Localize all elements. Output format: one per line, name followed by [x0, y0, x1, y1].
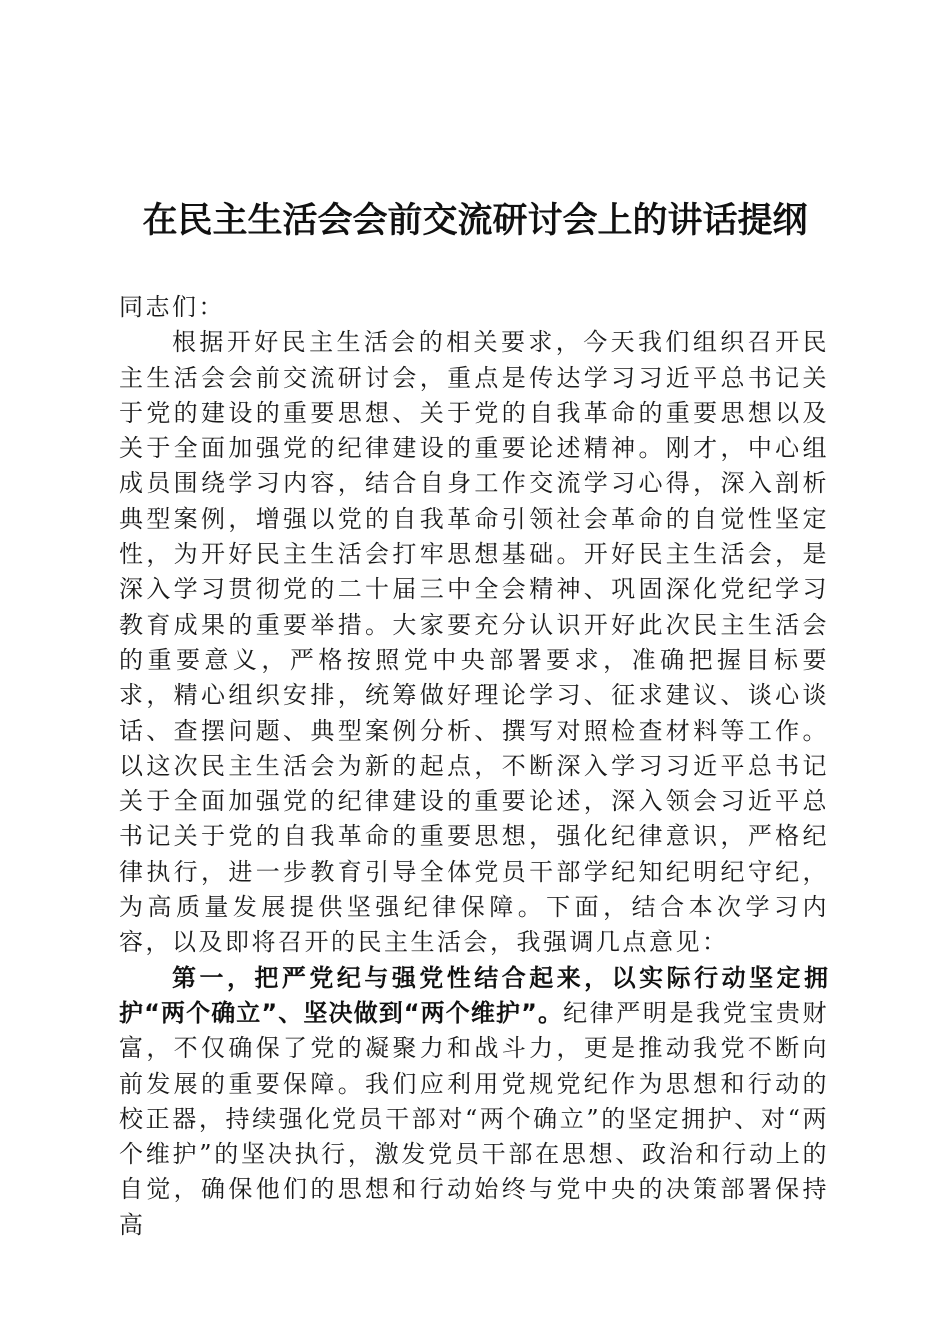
- section-1-heading: 第一，把严党纪与强党性结合起来，以实际行动坚定拥护“两个确立”、坚决做到“两个维护”。: [119, 963, 829, 1027]
- section-1-text: 纪律严明是我党宝贵财富，不仅确保了党的凝聚力和战斗力，更是推动我党不断向前发展的重要保障。我们应利用党规党纪作为思想和行动的校正器，持续强化党员干部对“两个确立”的坚定拥护、对“两个维护”的坚决执行，激发党员干部在思想、政治和行动上的自觉，确保他们的思想和行动始终与党中央的决策部署保持高: [119, 998, 830, 1239]
- document-body: [119, 290, 829, 1243]
- document-title: 在民主生活会会前交流研讨会上的讲话提纲: [142, 201, 808, 241]
- paragraph-section-1: [119, 961, 829, 1243]
- salutation: 同志们：: [119, 293, 225, 321]
- paragraph-intro: 根据开好民主生活会的相关要求，今天我们组织召开民主生活会会前交流研讨会，重点是传达学习习近平总书记关于党的建设的重要思想、关于党的自我革命的重要思想以及关于全面加强党的纪律建设的重要论述精神。刚才，中心组成员围绕学习内容，结合自身工作交流学习心得，深入剖析典型案例，增强以党的自我革命引领社会革命的自觉性坚定性，为开好民主生活会打牢思想基础。开好民主生活会，是深入学习贯彻党的二十届三中全会精神、巩固深化党纪学习教育成果的重要举措。大家要充分认识开好此次民主生活会的重要意义，严格按照党中央部署要求，准确把握目标要求，精心组织安排，统筹做好理论学习、征求建议、谈心谈话、查摆问题、典型案例分析、撰写对照检查材料等工作。以这次民主生活会为新的起点，不断深入学习习近平总书记关于全面加强党的纪律建设的重要论述，深入领会习近平总书记关于党的自我革命的重要思想，强化纪律意识，严格纪律执行，进一步教育引导全体党员干部学纪知纪明纪守纪，为高质量发展提供坚强纪律保障。下面，结合本次学习内容，以及即将召开的民主生活会，我强调几点意见：: [119, 328, 829, 957]
